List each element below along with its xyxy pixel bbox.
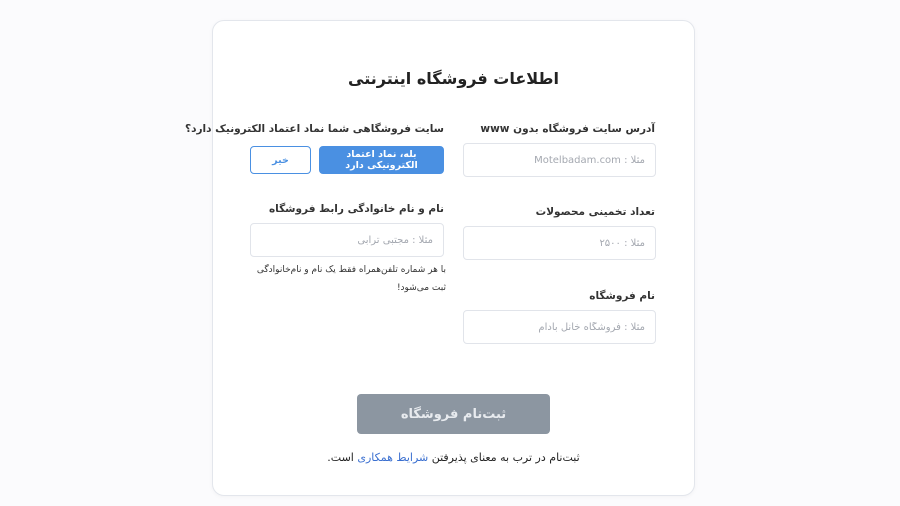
- terms-text-before: ثبت‌نام در ترب به معنای پذیرفتن: [428, 451, 580, 464]
- enamad-yes-button[interactable]: بله، نماد اعتماد الکترونیکی دارد: [319, 146, 444, 174]
- store-name-input[interactable]: [464, 311, 655, 343]
- store-name-field[interactable]: [463, 310, 656, 344]
- terms-text-after: است.: [327, 451, 358, 464]
- terms-notice: [212, 451, 695, 464]
- store-name-label: نام فروشگاه: [589, 290, 655, 302]
- contact-hint: با هر شماره تلفن‌همراه فقط یک نام و نام‌خانوادگی ثبت می‌شود!: [256, 265, 446, 293]
- product-count-field[interactable]: [463, 226, 656, 260]
- enamad-no-button[interactable]: خیر: [250, 146, 311, 174]
- terms-link[interactable]: شرایط همکاری: [357, 451, 429, 464]
- contact-label: نام و نام خانوادگی رابط فروشگاه: [268, 203, 444, 215]
- contact-input[interactable]: [251, 224, 443, 256]
- page-title: اطلاعات فروشگاه اینترنتی: [348, 69, 559, 88]
- product-count-input[interactable]: [464, 227, 655, 259]
- contact-field[interactable]: [250, 223, 444, 257]
- website-label: آدرس سایت فروشگاه بدون www: [480, 123, 655, 135]
- website-input[interactable]: [464, 144, 655, 176]
- register-store-button[interactable]: ثبت‌نام فروشگاه: [357, 394, 550, 434]
- website-field[interactable]: [463, 143, 656, 177]
- product-count-label: تعداد تخمینی محصولات: [535, 206, 655, 218]
- enamad-question: سایت فروشگاهی شما نماد اعتماد الکترونیک دارد؟: [184, 123, 444, 135]
